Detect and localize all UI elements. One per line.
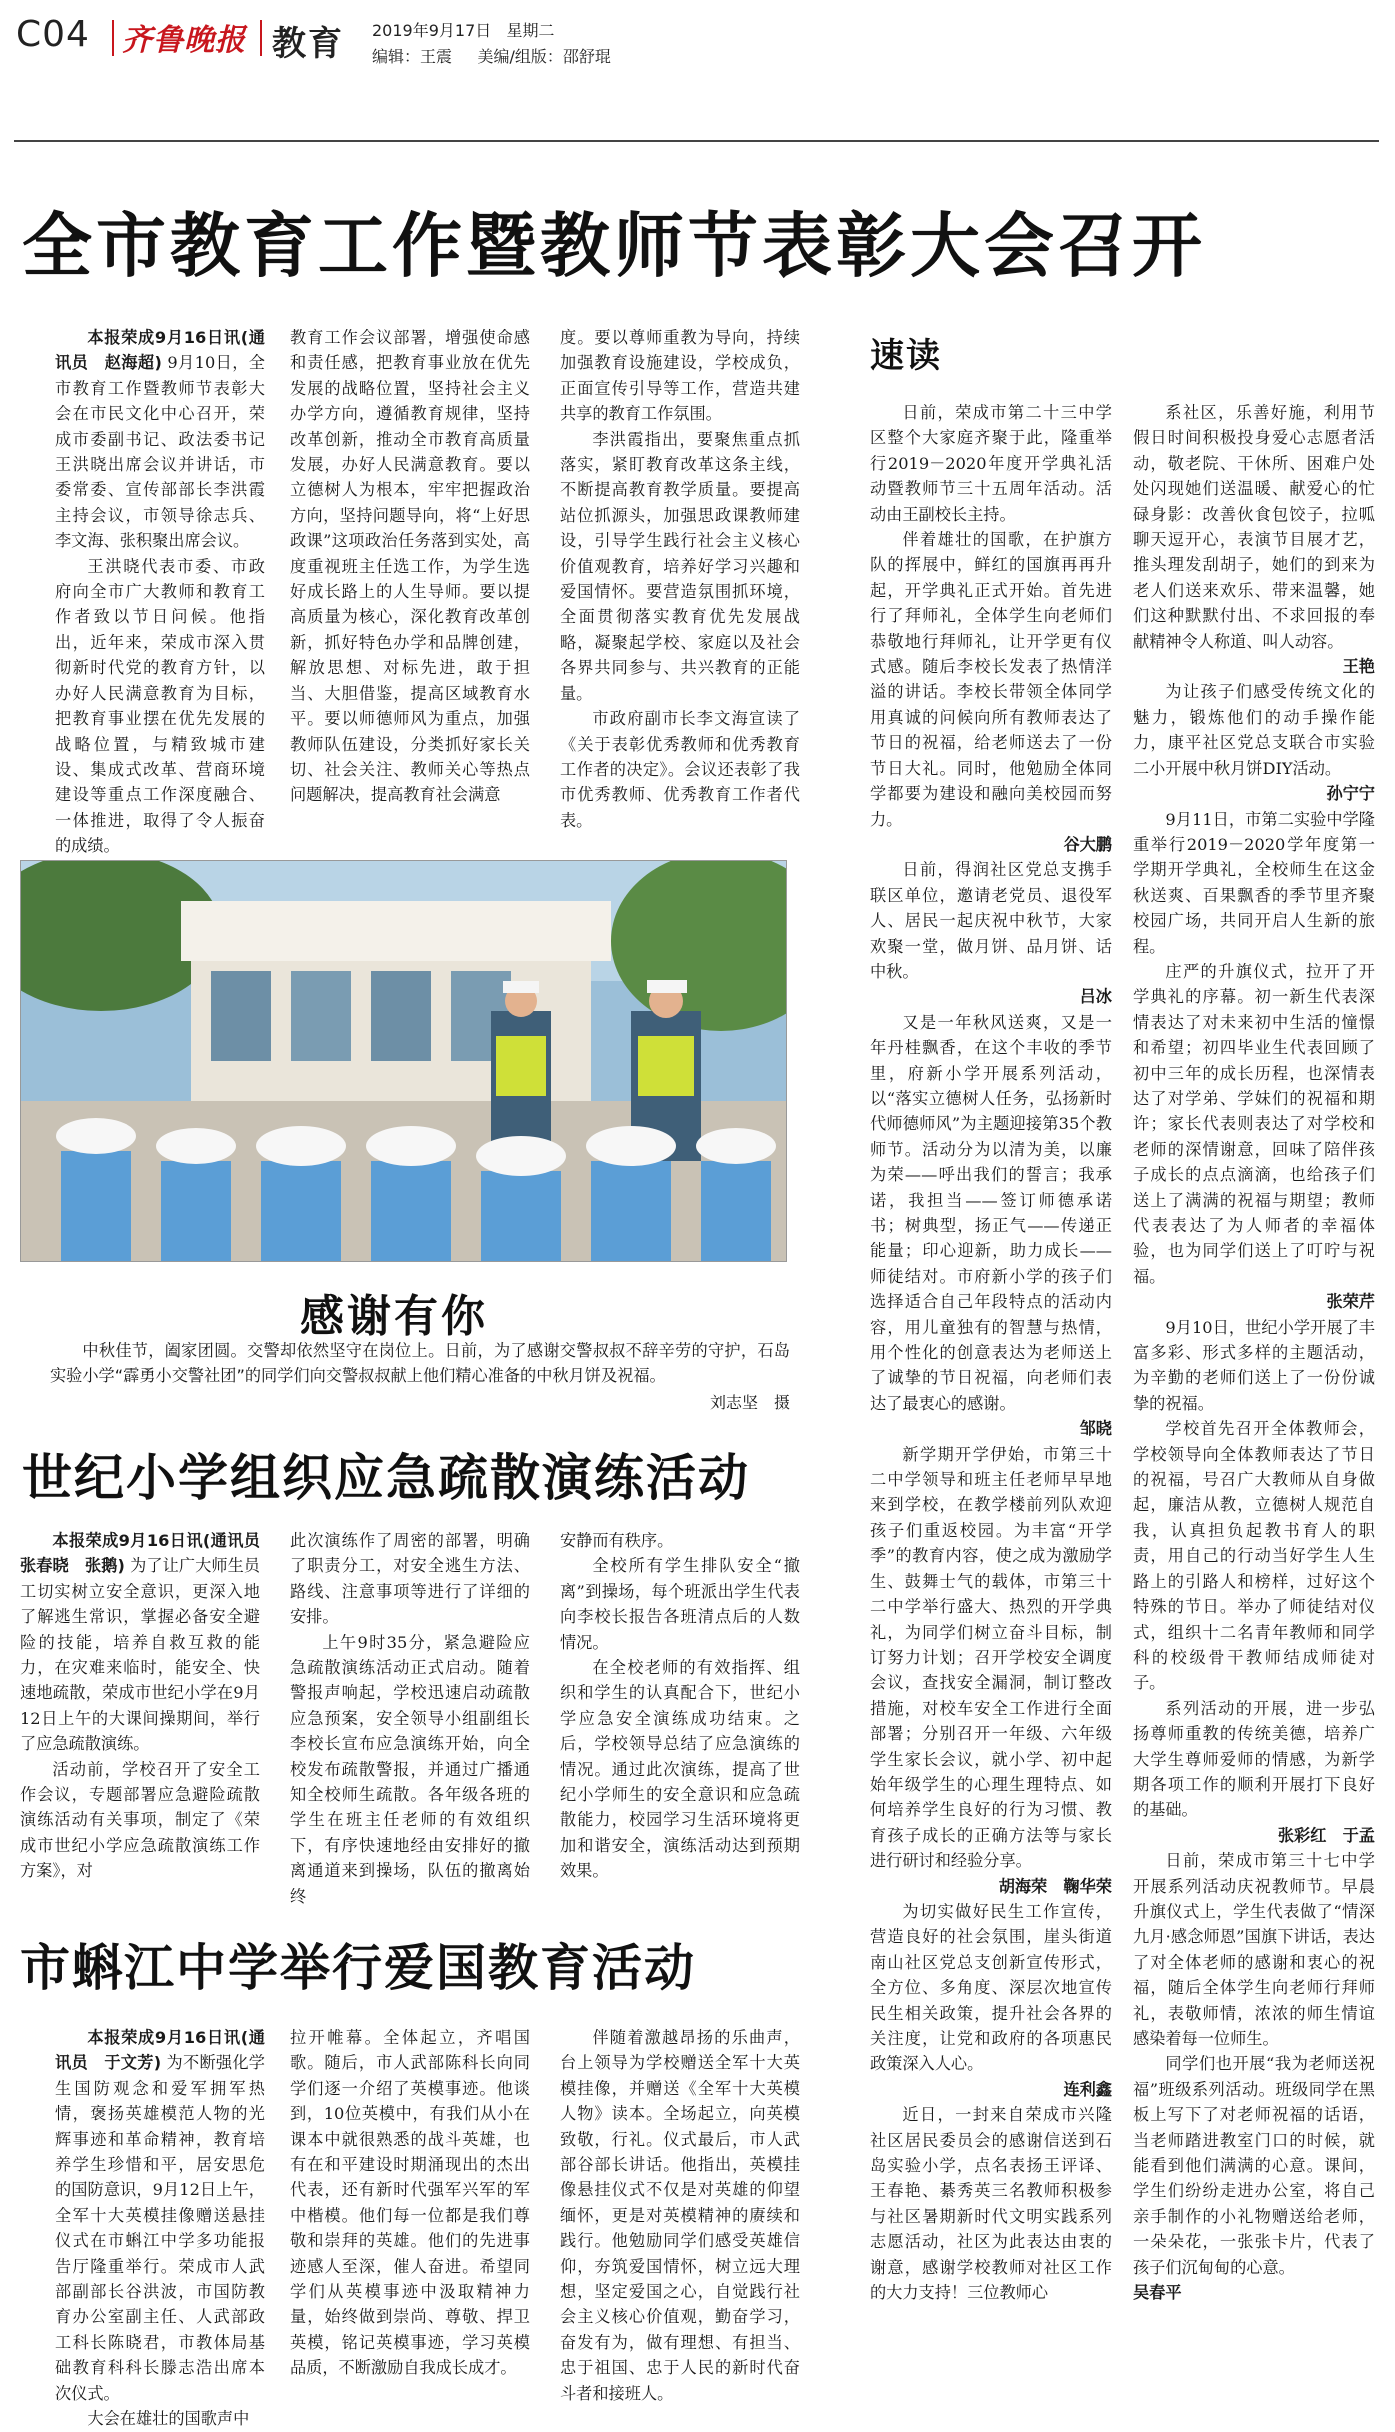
editor-text: 编辑：王震 <box>372 47 453 66</box>
photo-title: 感谢有你 <box>300 1291 488 1342</box>
article3-title: 市蝌江中学举行爱国教育活动 <box>20 1939 696 1997</box>
sidebar-brief-paragraph: 伴着雄壮的国歌，在护旗方队的挥展中，鲜红的国旗再再升起，开学典礼正式开始。首先进行了拜师礼，全体学生向老师们恭敬地行拜师礼，让开学更有仪式感。随后李校长发表了热情洋溢的讲话。李校长带领全体同学用真诚的问候向所有教师表达了节日的祝福，给老师送去了一份节日大礼。同时，他勉励全体同学都要为建设和融向美校园而努力。 <box>870 530 1112 829</box>
article2-col3-p2: 全校所有学生排队安全“撤离”到操场，每个班派出学生代表向李校长报告各班清点后的人数情况。 <box>560 1556 800 1652</box>
header-divider-2 <box>260 20 262 56</box>
article1-col1-p2: 王洪晓代表市委、市政府向全市广大教师和教育工作者致以节日问候。他指出，近年来，荣成市深入贯彻新时代党的教育方针，以办好人民满意教育为目标，把教育事业摆在优先发展的战略位置，与精致城市建设、集成式改革、营商环境建设等重点工作深度融合、一体推进，取得了令人振奋的成绩。 <box>55 556 265 856</box>
sidebar-brief-signature: 吕冰 <box>1079 987 1112 1007</box>
article1-col2 <box>290 325 530 808</box>
sidebar-brief-paragraph: 系社区，乐善好施，利用节假日时间积极投身爱心志愿者活动，敬老院、干休所、困难户处处闪现她们送温暖、献爱心的忙碌身影：改善伙食包饺子，拉呱聊天逗开心，表演节目展才艺，推头理发刮胡子，她们的到来为老人们送来欢乐、带来温馨，她们这种默默付出、不求回报的奉献精神令人称道、叫人动容。 <box>1133 403 1375 651</box>
header-rule <box>14 140 1379 142</box>
article3-col1-p2: 大会在雄壮的国歌声中 <box>87 2409 250 2429</box>
designer-text: 美编/组版：邵舒琨 <box>477 47 611 66</box>
article1-col1-p1: 9月10日，全市教育工作暨教师节表彰大会在市民文化中心召开，荣成市委副书记、政法委书记王洪晓出席会议并讲话，市委常委、宣传部部长李洪霞主持会议，市领导徐志兵、李文海、张积聚出席会议。 <box>55 353 265 551</box>
sidebar-brief-signature: 张荣芹 <box>1326 1292 1375 1312</box>
article1-col3-p3: 市政府副市长李文海宣读了《关于表彰优秀教师和优秀教育工作者的决定》。会议还表彰了我市优秀教师、优秀教育工作者代表。 <box>560 709 800 830</box>
paper-logo <box>122 15 246 59</box>
article2-col1-p1: 为了让广大师生员工切实树立安全意识，更深入地了解逃生常识，掌握必备安全避险的技能，培养自救互救的能力，在灾难来临时，能安全、快速地疏散，荣成市世纪小学在9月12日上午的大课间操期间，举行了应急疏散演练。 <box>20 1556 260 1754</box>
photo-illustration <box>21 861 786 1261</box>
photo-caption: 中秋佳节，阖家团圆。交警却依然坚守在岗位上。日前，为了感谢交警叔叔不辞辛劳的守护，石岛实验小学“霹勇小交警社团”的同学们向交警叔叔献上他们精心准备的中秋月饼及祝福。 <box>50 1341 790 1385</box>
article1-col2-p1: 教育工作会议部署，增强使命感和责任感，把教育事业放在优先发展的战略位置，坚持社会主义办学方向，遵循教育规律，坚持改革创新，推动全市教育高质量发展，办好人民满意教育。要以立德树人为根本，牢牢把握政治方向，坚持问题导向，将“上好思政课”这项政治任务落到实处，高度重视班主任选工作，为学生选好成长路上的人生导师。要以提高质量为核心，深化教育改革创新，抓好特色办学和品牌创建，解放思想、对标先进，敢于担当、大胆借鉴，提高区域教育水平。要以师德师风为重点，加强教师队伍建设，分类抓好家长关切、社会关注、教师关心等热点问题解决，提高教育社会满意 <box>290 328 530 805</box>
news-photo-traffic-police <box>20 860 787 1262</box>
sidebar-brief-signature: 胡海荣 鞠华荣 <box>998 1876 1112 1896</box>
sidebar-brief-signature: 连利鑫 <box>1063 2079 1112 2099</box>
article2-title: 世纪小学组织应急疏散演练活动 <box>22 1449 750 1507</box>
sidebar-brief-paragraph: 9月11日，市第二实验中学隆重举行2019－2020学年度第一学期开学典礼，全校师生在这金秋送爽、百果飘香的季节里齐聚校园广场，共同开启人生新的旅程。 <box>1133 809 1375 956</box>
article1-col1 <box>55 325 265 909</box>
article3-col2-p1: 拉开帷幕。全体起立，齐唱国歌。随后，市人武部陈科长向同学们逐一介绍了英模事迹。他谈到，10位英模中，有我们从小在课本中就很熟悉的战斗英雄，也有在和平建设时期涌现出的杰出代表，还有新时代强军兴军的军中楷模。他们每一位都是我们尊敬和崇拜的英雄。他们的先进事迹感人至深，催人奋进。希望同学们从英模事迹中汲取精神力量，始终做到崇尚、尊敬、捍卫英模，铭记英模事迹，学习英模品质，不断激励自我成长成才。 <box>290 2028 530 2378</box>
sidebar-brief-paragraph: 9月10日，世纪小学开展了丰富多彩、形式多样的主题活动，为辛勤的老师们送上了一份份诚挚的祝福。 <box>1133 1317 1375 1413</box>
section-name: 教育 <box>272 24 344 64</box>
article3-col2 <box>290 2025 530 2381</box>
sidebar-brief-paragraph: 日前，得润社区党总支携手联区单位，邀请老党员、退役军人、居民一起庆祝中秋节，大家欢聚一堂，做月饼、品月饼、话中秋。 <box>870 860 1112 981</box>
sidebar-brief-paragraph: 学校首先召开全体教师会，学校领导向全体教师表达了节日的祝福，号召广大教师从自身做起，廉洁从教，立德树人规范自我，认真担负起教书育人的职责，用自己的行动当好学生人生路上的引路人和榜样，过好这个特殊的节日。举办了师徒结对仪式，组织十二名青年教师和同学科的校级骨干教师结成师徒对子。 <box>1133 1419 1375 1693</box>
article2-col2 <box>290 1528 530 1909</box>
article1-col3 <box>560 325 800 833</box>
article3-col1-p1: 为不断强化学生国防观念和爱军拥军热情，褒扬英雄模范人物的光辉事迹和革命精神，教育培养学生珍惜和平，居安思危的国防意识，9月12日上午，全军十大英模挂像赠送悬挂仪式在市蝌江中学多功能报告厅隆重举行。荣成市人武部副部长谷洪波，市国防教育办公室副主任、人武部政工科长陈晓君，市教体局基础教育科科长滕志浩出席本次仪式。 <box>55 2053 265 2403</box>
sidebar-brief-paragraph: 为切实做好民生工作宣传，营造良好的社会氛围，崖头街道南山社区党总支创新宣传形式，全方位、多角度、深层次地宣传民生相关政策，提升社会各界的关注度，让党和政府的各项惠民政策深入人心。 <box>870 1901 1112 2074</box>
paper-logo-text: 齐鲁晚报 <box>122 23 246 58</box>
sidebar-brief-paragraph: 日前，荣成市第二十三中学区整个大家庭齐聚于此，隆重举行2019－2020年度开学典礼活动暨教师节三十五周年活动。活动由王副校长主持。 <box>870 403 1112 524</box>
sidebar-brief-paragraph: 同学们也开展“我为老师送祝福”班级系列活动。班级同学在黑板上写下了对老师祝福的话语，当老师踏进教室门口的时候，就能看到他们满满的心意。课间，学生们纷纷走进办公室，将自己亲手制作的小礼物赠送给老师，一朵朵花，一张张卡片，代表了孩子们沉甸甸的心意。 <box>1133 2054 1375 2277</box>
weekday-text: 星期二 <box>506 21 555 40</box>
article3-col3 <box>560 2025 800 2406</box>
sidebar-brief-paragraph: 日前，荣成市第三十七中学开展系列活动庆祝教师节。早晨升旗仪式上，学生代表做了“情深九月·感念师恩”国旗下讲话，表达了对全体老师的感谢和衷心的祝福，随后全体学生向老师行拜师礼，表敬师情，浓浓的师生情谊感染着每一位师生。 <box>1133 1851 1375 2048</box>
sidebar-brief-signature: 谷大鹏 <box>1063 834 1112 854</box>
sidebar-brief-paragraph: 庄严的升旗仪式，拉开了开学典礼的序幕。初一新生代表深情表达了对未来初中生活的憧憬和希望；初四毕业生代表回顾了初中三年的成长历程，也深情表达了对学弟、学妹们的祝福和期许；家长代表则表达了对学校和老师的深情谢意，回味了陪伴孩子成长的点点滴滴，也给孩子们送上了满满的祝福与期望；教师代表表达了为人师者的幸福体验，也为同学们送上了叮咛与祝福。 <box>1133 961 1375 1286</box>
sidebar-brief-signature: 邹晓 <box>1079 1419 1112 1439</box>
sidebar-brief-paragraph: 又是一年秋风送爽，又是一年丹桂飘香，在这个丰收的季节里，府新小学开展系列活动，以“落实立德树人任务，弘扬新时代师德师风”为主题迎接第35个教师节。活动分为以清为美，以廉为荣——呼出我们的誓言；我承诺，我担当——签订师德承诺书；树典型，扬正气——传递正能量；印心迎新，助力成长——师徒结对。市府新小学的孩子们选择适合自己年段特点的活动内容，用儿童独有的智慧与热情，用个性化的创意表达为老师送上了诚挚的节日祝福，向老师们表达了最衷心的感谢。 <box>870 1012 1112 1413</box>
sidebar-column-b <box>1133 400 1375 2305</box>
article1-byline: 本报荣成9月16日讯(通讯员 赵海超) <box>55 328 265 373</box>
header-divider <box>112 20 114 56</box>
sidebar-brief-paragraph: 为让孩子们感受传统文化的魅力，锻炼他们的动手操作能力，康平社区党总支联合市实验二小开展中秋月饼DIY活动。 <box>1133 682 1375 778</box>
date-text: 2019年9月17日 <box>372 21 492 40</box>
article2-byline: 本报荣成9月16日讯(通讯员 张春晓 张鹅) <box>20 1531 277 1576</box>
article2-col3-p1: 安静而有秩序。 <box>560 1531 674 1550</box>
photo-caption-block <box>50 1338 790 1413</box>
article3-col1 <box>55 2025 265 2432</box>
sidebar-brief-signature: 孙宁宁 <box>1326 784 1375 804</box>
sidebar-column-a <box>870 400 1112 2305</box>
photo-credit: 刘志坚 摄 <box>709 1393 790 1412</box>
article2-col1-p2: 活动前，学校召开了安全工作会议，专题部署应急避险疏散演练活动有关事项，制定了《荣成市世纪小学应急疏散演练工作方案》，对 <box>20 1759 260 1881</box>
article3-col3-p1: 伴随着激越昂扬的乐曲声，台上领导为学校赠送全军十大英模挂像，并赠送《全军十大英模人物》读本。全场起立，向英模致敬，行礼。仪式最后，市人武部谷部长讲话。他指出，英模挂像悬挂仪式不仅是对英雄的仰望缅怀，更是对英模精神的赓续和践行。他勉励同学们感受英雄信仰，夯筑爱国情怀，树立远大理想，坚定爱国之心，自觉践行社会主义核心价值观，勤奋学习，奋发有为，做有理想、有担当、忠于祖国、忠于人民的新时代奋斗者和接班人。 <box>560 2028 800 2403</box>
article1-title: 全市教育工作暨教师节表彰大会召开 <box>22 205 1206 287</box>
sidebar-brief-paragraph: 系列活动的开展，进一步弘扬尊师重教的传统美德，培养广大学生尊师爱师的情感，为新学期各项工作的顺利开展打下良好的基础。 <box>1133 1698 1375 1820</box>
sidebar-brief-signature: 王艳 <box>1342 657 1375 677</box>
sidebar-brief-paragraph: 近日，一封来自荣成市兴隆社区居民委员会的感谢信送到石岛实验小学，点名表扬王评译、王春艳、綦秀英三名教师积极参与社区暑期新时代文明实践系列志愿活动，社区为此表达由衷的谢意，感谢学校教师对社区工作的大力支持！三位教师心 <box>870 2105 1112 2303</box>
article1-col3-p2: 李洪霞指出，要聚焦重点抓落实，紧盯教育改革这条主线，不断提高教育教学质量。要提高站位抓源头，加强思政课教师建设，引导学生践行社会主义核心价值观教育，培养好学习兴趣和爱国情怀。要营造氛围抓环境，全面贯彻落实教育优先发展战略，凝聚起学校、家庭以及社会各界共同参与、共兴教育的正能量。 <box>560 429 800 703</box>
issue-date <box>372 18 555 41</box>
sidebar-brief-paragraph: 新学期开学伊始，市第三十二中学领导和班主任老师早早地来到学校，在教学楼前列队欢迎孩子们重返校园。为丰富“开学季”的教育内容，使之成为激励学生、鼓舞士气的载体，市第三十二中学举行盛大、热烈的开学典礼，为同学们树立奋斗目标，制订努力计划；召开学校安全调度会议，查找安全漏洞，制订整改措施，对校车安全工作进行全面部署；分别召开一年级、六年级学生家长会议，就小学、初中起始年级学生的心理生理特点、如何培养学生良好的行为习惯、教育孩子成长的正确方法等与家长进行研讨和经验分享。 <box>870 1444 1112 1871</box>
sidebar-title: 速读 <box>870 336 942 376</box>
article2-col2-p1: 此次演练作了周密的部署，明确了职责分工，对安全逃生方法、路线、注意事项等进行了详细的安排。 <box>290 1531 530 1627</box>
article2-col1 <box>20 1528 277 1884</box>
article2-col3 <box>560 1528 800 1884</box>
article3-byline: 本报荣成9月16日讯(通讯员 于文芳) <box>55 2028 265 2073</box>
page-number: C04 <box>16 14 90 55</box>
editor-line <box>372 44 611 67</box>
article1-col3-p1: 度。要以尊师重教为导向，持续加强教育设施建设，学校成负，正面宣传引导等工作，营造共建共享的教育工作氛围。 <box>560 328 800 424</box>
article2-col3-p3: 在全校老师的有效指挥、组织和学生的认真配合下，世纪小学应急安全演练成功结束。之后，学校领导总结了应急演练的情况。通过此次演练，提高了世纪小学师生的安全意识和应急疏散能力，校园学习生活环境将更加和谐安全，演练活动达到预期效果。 <box>560 1658 800 1881</box>
article2-col2-p2: 上午9时35分，紧急避险应急疏散演练活动正式启动。随着警报声响起，学校迅速启动疏散应急预案，安全领导小组副组长李校长宣布应急演练开始，向全校发布疏散警报，并通过广播通知全校师生疏散。各年级各班的学生在班主任老师的有效组织下，有序快速地经由安排好的撤离通道来到操场，队伍的撤离始终 <box>290 1632 530 1906</box>
sidebar-brief-signature: 张彩红 于孟 <box>1277 1825 1375 1845</box>
sidebar-brief-signature: 吴春平 <box>1133 2283 1182 2303</box>
